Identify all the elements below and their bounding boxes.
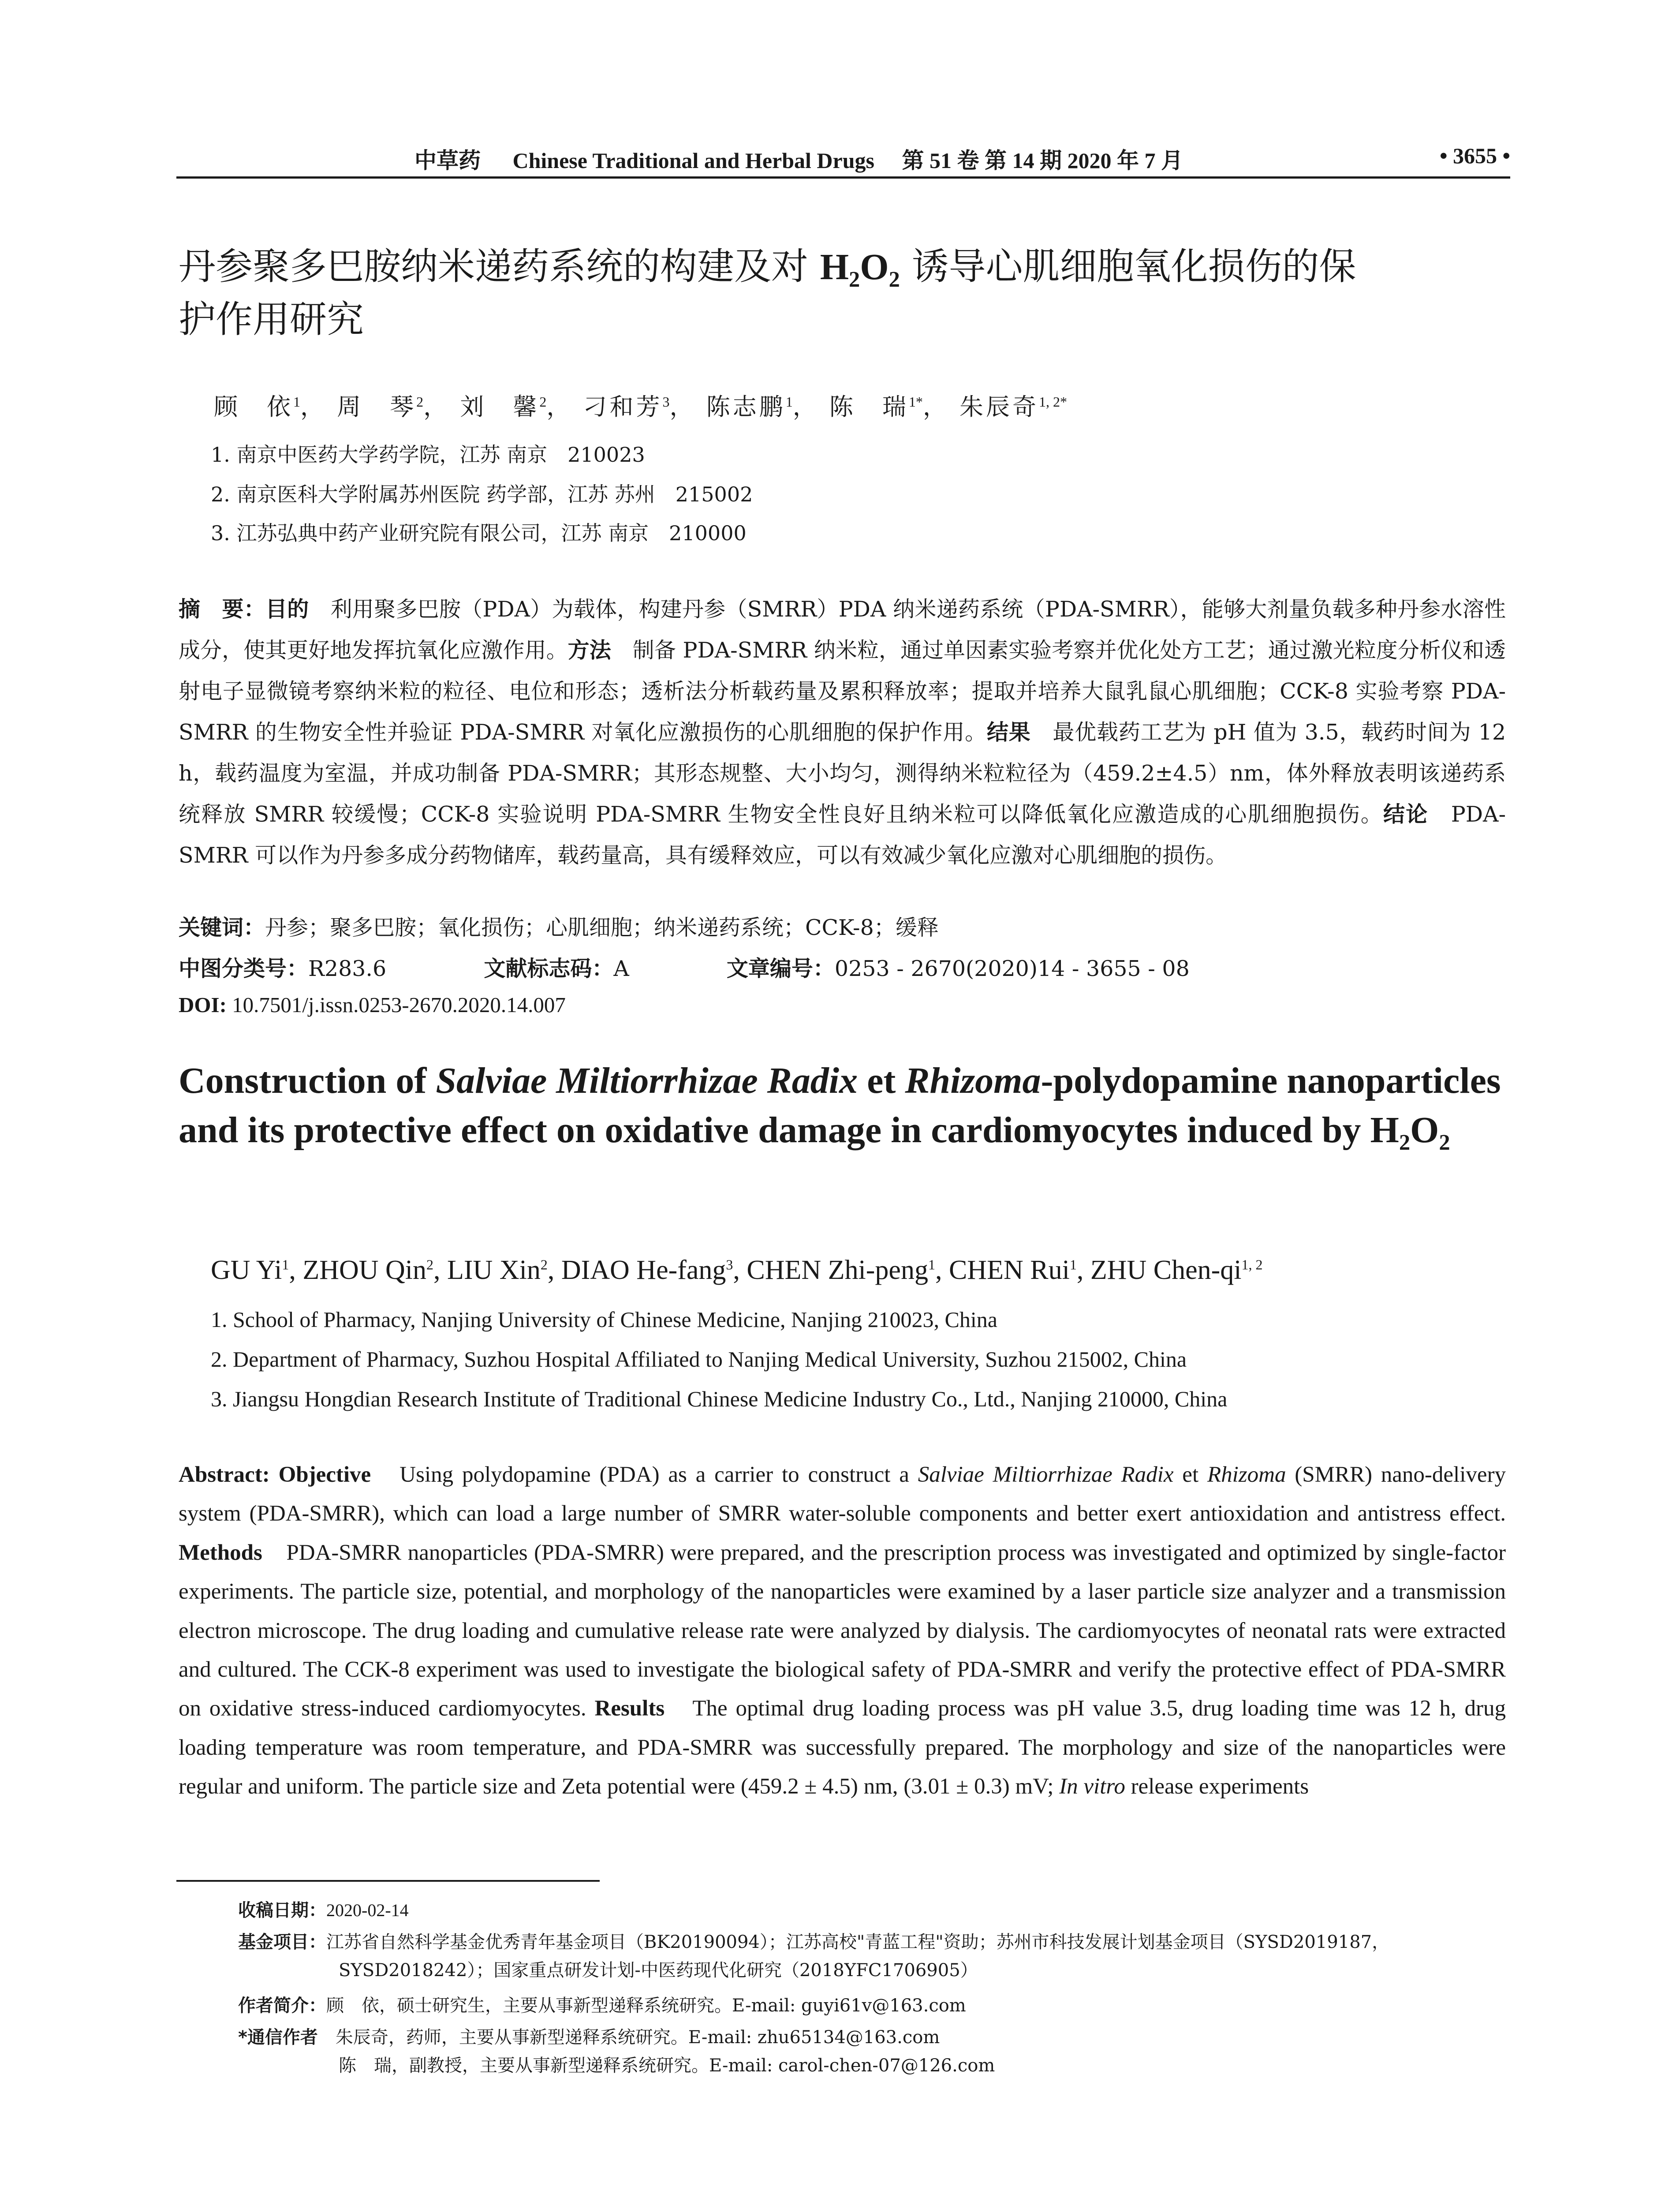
chinese-authors: 顾 依$^1$， 周 琴$^2$， 刘 馨$^2$， 刁和芳$^3$， 陈志鹏$^1$， 陈 瑞$^{1*}$， 朱辰奇$^{1, 2*}$ [214, 393, 1068, 421]
footnote-rule [176, 1880, 600, 1882]
english-authors: GU Yi$^1$, ZHOU Qin$^2$, LIU Xin$^2$, DIAO He-fang$^3$, CHEN Zhi-peng$^1$, CHEN Rui$^1$, ZHU Chen-qi$^{1, 2}$ [211, 1255, 1263, 1285]
author: 周 琴 [337, 393, 417, 421]
chinese-affiliation: 1. 南京中医药大学药学院，江苏 南京 210023 [211, 443, 645, 467]
footnote-received: 收稿日期：2020-02-14 [238, 1900, 409, 1921]
classification: 中图分类号：R283.6 文献标志码：A 文章编号：0253 - 2670(2020)14 - 3655 - 08 [179, 956, 1190, 981]
english-affiliation: 3. Jiangsu Hongdian Research Institute of Traditional Chinese Medicine Industry Co., Ltd., Nanjing 210000, China [211, 1387, 1228, 1411]
journal-logo: 中草药 [414, 147, 481, 173]
author: 刘 馨 [460, 393, 540, 421]
english-abstract: Abstract: Objective Using polydopamine (PDA) as a carrier to construct a Salviae Miltiorrhizae Radix et Rhizoma (SMRR) nano-delivery system (PDA-SMRR), which can load a large number of SMRR water-soluble components and better exert antioxidation and antistress effect. Methods PDA-SMRR nanoparticles (PDA-SMRR) were prepared, and the prescription process was investigated and optimized by single-factor experiments. The particle size, potential, and morphology of the nanoparticles were examined by a laser particle size analyzer and a transmission electron microscope. The drug loading and cumulative release rate were analyzed by dialysis. The cardiomyocytes of neonatal rats were extracted and cultured. The CCK-8 experiment was used to investigate the biological safety of PDA-SMRR and verify the protective effect of PDA-SMRR on oxidative stress-induced cardiomyocytes. Results The optimal drug loading process was pH value 3.5, drug loading time was 12 h, drug loading temperature was room temperature, and PDA-SMRR was successfully prepared. The morphology and size of the nanoparticles were regular and uniform. The particle size and Zeta potential were (459.2 ± 4.5) nm, (3.01 ± 0.3) mV; In vitro release experiments [179, 1462, 1506, 1799]
author: 陈 瑞 [829, 393, 909, 421]
author: CHEN Zhi-peng [747, 1255, 928, 1285]
journal-name [414, 143, 1183, 175]
author: LIU Xin [447, 1255, 541, 1285]
author: ZHU Chen-qi [1090, 1255, 1242, 1285]
running-header [176, 140, 1510, 176]
chinese-abstract: 摘 要：目的 利用聚多巴胺（PDA）为载体，构建丹参（SMRR）PDA 纳米递药系统（PDA-SMRR），能够大剂量负载多种丹参水溶性成分，使其更好地发挥抗氧化应激作用。方法 制备 PDA-SMRR 纳米粒，通过单因素实验考察并优化处方工艺；通过激光粒度分析仪和透射电子显微镜考察纳米粒的粒径、电位和形态；透析法分析载药量及累积释放率；提取并培养大鼠乳鼠心肌细胞；CCK-8 实验考察 PDA-SMRR 的生物安全性并验证 PDA-SMRR 对氧化应激损伤的心肌细胞的保护作用。结果 最优载药工艺为 pH 值为 3.5，载药时间为 12 h，载药温度为室温，并成功制备 PDA-SMRR；其形态规整、大小均匀，测得纳米粒粒径为（459.2±4.5）nm，体外释放表明该递药系统释放 SMRR 较缓慢；CCK-8 实验说明 PDA-SMRR 生物安全性良好且纳米粒可以降低氧化应激造成的心肌细胞损伤。结论 PDA-SMRR 可以作为丹参多成分药物储库，载药量高，具有缓释效应，可以有效减少氧化应激对心肌细胞的损伤。 [179, 597, 1506, 868]
journal-issue: 第 51 卷 第 14 期 2020 年 7 月 [902, 148, 1183, 173]
journal-english-name: Chinese Traditional and Herbal Drugs [512, 148, 874, 173]
header-rule [176, 176, 1510, 179]
english-affiliation: 2. Department of Pharmacy, Suzhou Hospital Affiliated to Nanjing Medical University, Suzhou 215002, China [211, 1347, 1187, 1372]
author: 陈志鹏 [706, 393, 786, 421]
footnote-author: 作者简介：顾 依，硕士研究生，主要从事新型递释系统研究。E-mail: guyi61v@163.com [238, 1996, 966, 2016]
author: 刁和芳 [583, 393, 663, 421]
footnote-corresponding: *通信作者 朱辰奇，药师，主要从事新型递释系统研究。E-mail: zhu65134@163.com 陈 瑞，副教授，主要从事新型递释系统研究。E-mail: carol-chen-07@126.com [238, 2027, 995, 2076]
author: CHEN Rui [948, 1255, 1070, 1285]
author: ZHOU Qin [302, 1255, 427, 1285]
page-number: • 3655 • [1439, 143, 1510, 168]
doi: DOI: 10.7501/j.issn.0253-2670.2020.14.007 [179, 993, 566, 1017]
author: 顾 依 [214, 393, 293, 421]
chinese-affiliation: 3. 江苏弘典中药产业研究院有限公司，江苏 南京 210000 [211, 521, 747, 545]
chinese-title: 丹参聚多巴胺纳米递药系统的构建及对 H₂O₂ 诱导心肌细胞氧化损伤的保 护作用研究 [179, 245, 1356, 341]
author: GU Yi [211, 1255, 282, 1285]
footnote-fund: 基金项目：江苏省自然科学基金优秀青年基金项目（BK20190094）；江苏高校"青蓝工程"资助；苏州市科技发展计划基金项目（SYSD2019187， SYSD2018242）；国家重点研发计划-中医药现代化研究（2018YFC1706905） [238, 1932, 1390, 1981]
chinese-affiliation: 2. 南京医科大学附属苏州医院 药学部，江苏 苏州 215002 [211, 482, 753, 506]
author: 朱辰奇 [959, 393, 1039, 421]
keywords: 关键词：丹参；聚多巴胺；氧化损伤；心肌细胞；纳米递药系统；CCK-8；缓释 [179, 915, 939, 940]
english-title: Construction of Salviae Miltiorrhizae Radix et Rhizoma-polydopamine nanoparticles and its protective effect on oxidative damage in cardiomyocytes induced by H₂O₂ [179, 1060, 1501, 1151]
author: DIAO He-fang [561, 1255, 726, 1285]
english-affiliation: 1. School of Pharmacy, Nanjing University of Chinese Medicine, Nanjing 210023, China [211, 1307, 997, 1332]
